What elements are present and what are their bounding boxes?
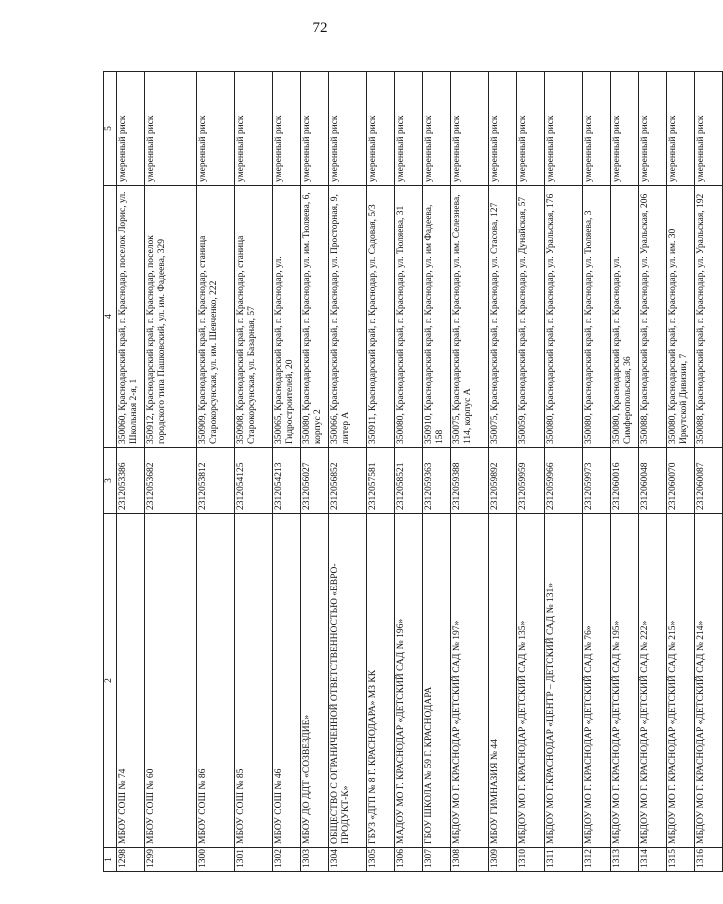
risk-category-cell: умеренный риск: [611, 72, 639, 186]
risk-category-cell: умеренный риск: [329, 72, 367, 186]
row-number-cell: 1308: [451, 848, 489, 872]
inn-cell: 2312054125: [235, 448, 273, 514]
address-cell: 350080, Краснодарский край, г. Краснодар, ул. им. Тюляева, 6, корпус 2: [301, 186, 329, 448]
inn-cell: 2312053812: [197, 448, 235, 514]
address-cell: 350080, Краснодарский край, г. Краснодар, ул. Симферопольская, 36: [611, 186, 639, 448]
row-number-cell: 1313: [611, 848, 639, 872]
table-row: [667, 72, 695, 872]
page-number: 72: [312, 20, 328, 36]
risk-category-cell: умеренный риск: [667, 72, 695, 186]
row-number-cell: 1309: [489, 848, 517, 872]
table-row: [329, 72, 367, 872]
risk-category-cell: умеренный риск: [273, 72, 301, 186]
registry-table-rotated: [103, 72, 706, 872]
column-number-1: 1: [104, 848, 117, 872]
organization-name-cell: МБОУ СОШ № 74: [117, 514, 145, 848]
risk-category-cell: умеренный риск: [639, 72, 667, 186]
organization-name-cell: ОБЩЕСТВО С ОГРАНИЧЕННОЙ ОТВЕТСТВЕННОСТЬЮ «ЕВРО-ПРОДУКТ-К»: [329, 514, 367, 848]
address-cell: 350059, Краснодарский край, г. Краснодар, ул. Дунайская, 57: [517, 186, 545, 448]
risk-category-cell: умеренный риск: [517, 72, 545, 186]
organization-name-cell: МАДОУ МО Г. КРАСНОДАР «ДЕТСКИЙ САД № 196»: [395, 514, 423, 848]
risk-category-cell: умеренный риск: [583, 72, 611, 186]
column-number-4: 4: [104, 186, 117, 448]
risk-category-cell: умеренный риск: [451, 72, 489, 186]
inn-cell: 2312059363: [423, 448, 451, 514]
inn-cell: 2312060087: [695, 448, 723, 514]
column-number-header: [104, 72, 117, 872]
table-row: [117, 72, 145, 872]
table-row: [367, 72, 395, 872]
table-row: [273, 72, 301, 872]
risk-category-cell: умеренный риск: [695, 72, 723, 186]
column-number-5: 5: [104, 72, 117, 186]
address-cell: 350088, Краснодарский край, г. Краснодар, ул. Уральская, 206: [639, 186, 667, 448]
inn-cell: 2312059966: [545, 448, 583, 514]
organization-name-cell: МБДОУ МО Г. КРАСНОДАР «ДЕТСКИЙ САД № 215»: [667, 514, 695, 848]
table-row: [423, 72, 451, 872]
inn-cell: 2312060070: [667, 448, 695, 514]
address-cell: 350088, Краснодарский край, г. Краснодар, ул. Уральская, 192: [695, 186, 723, 448]
table-row: [451, 72, 489, 872]
table-row: [517, 72, 545, 872]
address-cell: 350908, Краснодарский край, г. Краснодар, станица Старокорсунская, ул. Базарная, 57: [235, 186, 273, 448]
inn-cell: 2312054213: [273, 448, 301, 514]
inn-cell: 2312057581: [367, 448, 395, 514]
row-number-cell: 1314: [639, 848, 667, 872]
address-cell: 350912, Краснодарский край, г. Краснодар, поселок городского типа Пашковский, ул. им. Фадеева, 329: [145, 186, 197, 448]
address-cell: 350075, Краснодарский край, г. Краснодар, ул. им. Селезнева, 114, корпус А: [451, 186, 489, 448]
inn-cell: 2312060016: [611, 448, 639, 514]
risk-category-cell: умеренный риск: [235, 72, 273, 186]
row-number-cell: 1305: [367, 848, 395, 872]
registry-table: [103, 71, 723, 872]
risk-category-cell: умеренный риск: [301, 72, 329, 186]
risk-category-cell: умеренный риск: [145, 72, 197, 186]
row-number-cell: 1302: [273, 848, 301, 872]
row-number-cell: 1299: [145, 848, 197, 872]
row-number-cell: 1304: [329, 848, 367, 872]
table-row: [545, 72, 583, 872]
column-number-3: 3: [104, 448, 117, 514]
address-cell: 350080, Краснодарский край, г. Краснодар, ул. Тюляева, 31: [395, 186, 423, 448]
organization-name-cell: МБОУ СОШ № 46: [273, 514, 301, 848]
address-cell: 350080, Краснодарский край, г. Краснодар, ул. Тюляева, 3: [583, 186, 611, 448]
address-cell: 350909, Краснодарский край, г. Краснодар, станица Старокорсунская, ул. им. Шевченко, 222: [197, 186, 235, 448]
table-row: [145, 72, 197, 872]
risk-category-cell: умеренный риск: [367, 72, 395, 186]
inn-cell: 2312059973: [583, 448, 611, 514]
organization-name-cell: МБОУ СОШ № 86: [197, 514, 235, 848]
risk-category-cell: умеренный риск: [197, 72, 235, 186]
inn-cell: 2312053386: [117, 448, 145, 514]
risk-category-cell: умеренный риск: [545, 72, 583, 186]
organization-name-cell: МБДОУ МО Г. КРАСНОДАР «ДЕТСКИЙ САД № 76»: [583, 514, 611, 848]
address-cell: 350066, Краснодарский край, г. Краснодар, ул. Просторная, 9, литер А: [329, 186, 367, 448]
inn-cell: 2312053682: [145, 448, 197, 514]
table-row: [395, 72, 423, 872]
row-number-cell: 1312: [583, 848, 611, 872]
table-row: [197, 72, 235, 872]
organization-name-cell: МБДОУ МО Г. КРАСНОДАР «ДЕТСКИЙ САД № 197»: [451, 514, 489, 848]
organization-name-cell: МБДОУ МО Г. КРАСНОДАР «ДЕТСКИЙ САД № 214»: [695, 514, 723, 848]
organization-name-cell: МБОУ СОШ № 85: [235, 514, 273, 848]
organization-name-cell: МБОУ ГИМНАЗИЯ № 44: [489, 514, 517, 848]
table-row: [235, 72, 273, 872]
table-row: [639, 72, 667, 872]
inn-cell: 2312059388: [451, 448, 489, 514]
risk-category-cell: умеренный риск: [489, 72, 517, 186]
organization-name-cell: ГБОУ ШКОЛА № 59 Г. КРАСНОДАРА: [423, 514, 451, 848]
risk-category-cell: умеренный риск: [117, 72, 145, 186]
organization-name-cell: МБОУ ДО ДДТ «СОЗВЕЗДИЕ»: [301, 514, 329, 848]
row-number-cell: 1303: [301, 848, 329, 872]
row-number-cell: 1310: [517, 848, 545, 872]
address-cell: 350911, Краснодарский край, г. Краснодар, ул. Садовая, 5/3: [367, 186, 395, 448]
address-cell: 350065, Краснодарский край, г. Краснодар, ул. Гидростроителей, 20: [273, 186, 301, 448]
risk-category-cell: умеренный риск: [423, 72, 451, 186]
organization-name-cell: МБДОУ МО Г.КРАСНОДАР «ЦЕНТР – ДЕТСКИЙ САД № 131»: [545, 514, 583, 848]
organization-name-cell: МБДОУ МО Г. КРАСНОДАР «ДЕТСКИЙ САД № 222»: [639, 514, 667, 848]
row-number-cell: 1301: [235, 848, 273, 872]
address-cell: 350060, Краснодарский край, г. Краснодар, поселок Лорис, ул. Школьная 2-я, 1: [117, 186, 145, 448]
row-number-cell: 1315: [667, 848, 695, 872]
row-number-cell: 1300: [197, 848, 235, 872]
risk-category-cell: умеренный риск: [395, 72, 423, 186]
address-cell: 350080, Краснодарский край, г. Краснодар, ул. им. 30 Иркутской Дивизии, 7: [667, 186, 695, 448]
table-row: [489, 72, 517, 872]
inn-cell: 2312056852: [329, 448, 367, 514]
inn-cell: 2312060048: [639, 448, 667, 514]
row-number-cell: 1316: [695, 848, 723, 872]
inn-cell: 2312059892: [489, 448, 517, 514]
table-row: [695, 72, 723, 872]
table-row: [583, 72, 611, 872]
address-cell: 350910, Краснодарский край, г. Краснодар, ул. им Фадеева, 158: [423, 186, 451, 448]
row-number-cell: 1311: [545, 848, 583, 872]
column-number-2: 2: [104, 514, 117, 848]
inn-cell: 2312058521: [395, 448, 423, 514]
address-cell: 350075, Краснодарский край, г. Краснодар, ул. Стасова, 127: [489, 186, 517, 448]
inn-cell: 2312056027: [301, 448, 329, 514]
organization-name-cell: МБОУ СОШ № 60: [145, 514, 197, 848]
row-number-cell: 1306: [395, 848, 423, 872]
organization-name-cell: ГБУЗ «ДГП № 8 Г. КРАСНОДАРА» МЗ КК: [367, 514, 395, 848]
organization-name-cell: МБДОУ МО Г. КРАСНОДАР «ДЕТСКИЙ САД № 135»: [517, 514, 545, 848]
organization-name-cell: МБДОУ МО Г. КРАСНОДАР «ДЕТСКИЙ САД № 195»: [611, 514, 639, 848]
row-number-cell: 1298: [117, 848, 145, 872]
inn-cell: 2312059959: [517, 448, 545, 514]
address-cell: 350080, Краснодарский край, г. Краснодар, ул. Уральская, 176: [545, 186, 583, 448]
row-number-cell: 1307: [423, 848, 451, 872]
table-row: [301, 72, 329, 872]
table-row: [611, 72, 639, 872]
